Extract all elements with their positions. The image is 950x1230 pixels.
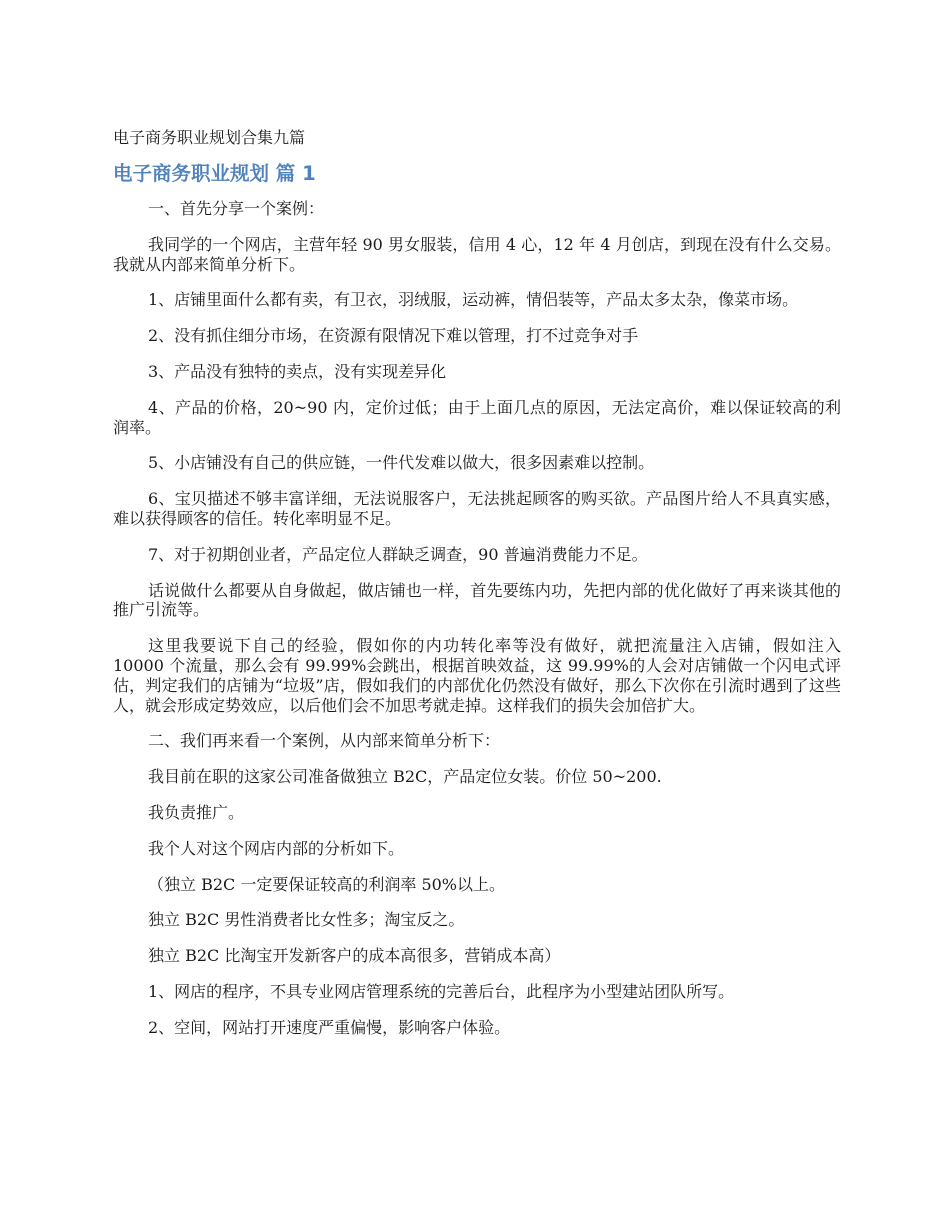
section-heading: 电子商务职业规划 篇 1 [113, 162, 316, 185]
paragraph: 独立 B2C 比淘宝开发新客户的成本高很多，营销成本高） [148, 946, 561, 966]
document-page [113, 127, 841, 1054]
paragraph: 二、我们再来看一个案例，从内部来简单分析下： [148, 731, 501, 751]
paragraph: 1、店铺里面什么都有卖，有卫衣，羽绒服，运动裤，情侣装等，产品太多太杂，像菜市场。 [148, 290, 799, 310]
document-title: 电子商务职业规划合集九篇 [113, 128, 306, 147]
paragraph: 2、空间，网站打开速度严重偏慢，影响客户体验。 [148, 1017, 511, 1037]
paragraph: 6、宝贝描述不够丰富详细，无法说服客户，无法挑起顾客的购买欲。产品图片给人不具真实感，难以获得顾客的信任。转化率明显不足。 [113, 489, 841, 528]
paragraph: 7、对于初期创业者，产品定位人群缺乏调查，90 普遍消费能力不足。 [148, 544, 648, 564]
paragraph: 独立 B2C 男性消费者比女性多；淘宝反之。 [148, 910, 465, 930]
paragraph: 这里我要说下自己的经验，假如你的内功转化率等没有做好，就把流量注入店铺，假如注入 10000 个流量，那么会有 99.99%会跳出，根据首映效益，这 99.99%的人会对店铺做一个闪电式评估，判定我们的店铺为“垃圾”店，假如我们的内部优化仍然没有做好，那么下次你在引流时遇到了这些人，就会形成定势效应，以后他们会不加思考就走掉。这样我们的损失会加倍扩大。 [113, 636, 841, 715]
paragraph: 1、网店的程序，不具专业网店管理系统的完善后台，此程序为小型建站团队所写。 [148, 981, 735, 1001]
paragraph: 我同学的一个网店，主营年轻 90 男女服装，信用 4 心，12 年 4 月创店，到现在没有什么交易。我就从内部来简单分析下。 [113, 234, 841, 274]
paragraph: 我目前在职的这家公司准备做独立 B2C，产品定位女装。价位 50~200. [148, 767, 662, 787]
paragraph: 4、产品的价格，20~90 内，定价过低；由于上面几点的原因，无法定高价，难以保证较高的利润率。 [113, 397, 841, 437]
paragraph: 2、没有抓住细分市场，在资源有限情况下难以管理，打不过竞争对手 [148, 326, 639, 346]
paragraph: 我个人对这个网店内部的分析如下。 [148, 838, 405, 858]
paragraph: （独立 B2C 一定要保证较高的利润率 50%以上。 [148, 874, 506, 894]
paragraph: 5、小店铺没有自己的供应链，一件代发难以做大，很多因素难以控制。 [148, 453, 655, 473]
paragraph: 一、首先分享一个案例： [148, 199, 325, 218]
paragraph: 3、产品没有独特的卖点，没有实现差异化 [148, 361, 447, 381]
paragraph: 我负责推广。 [148, 802, 245, 822]
paragraph: 话说做什么都要从自身做起，做店铺也一样，首先要练内功，先把内部的优化做好了再来谈其他的推广引流等。 [113, 580, 841, 620]
